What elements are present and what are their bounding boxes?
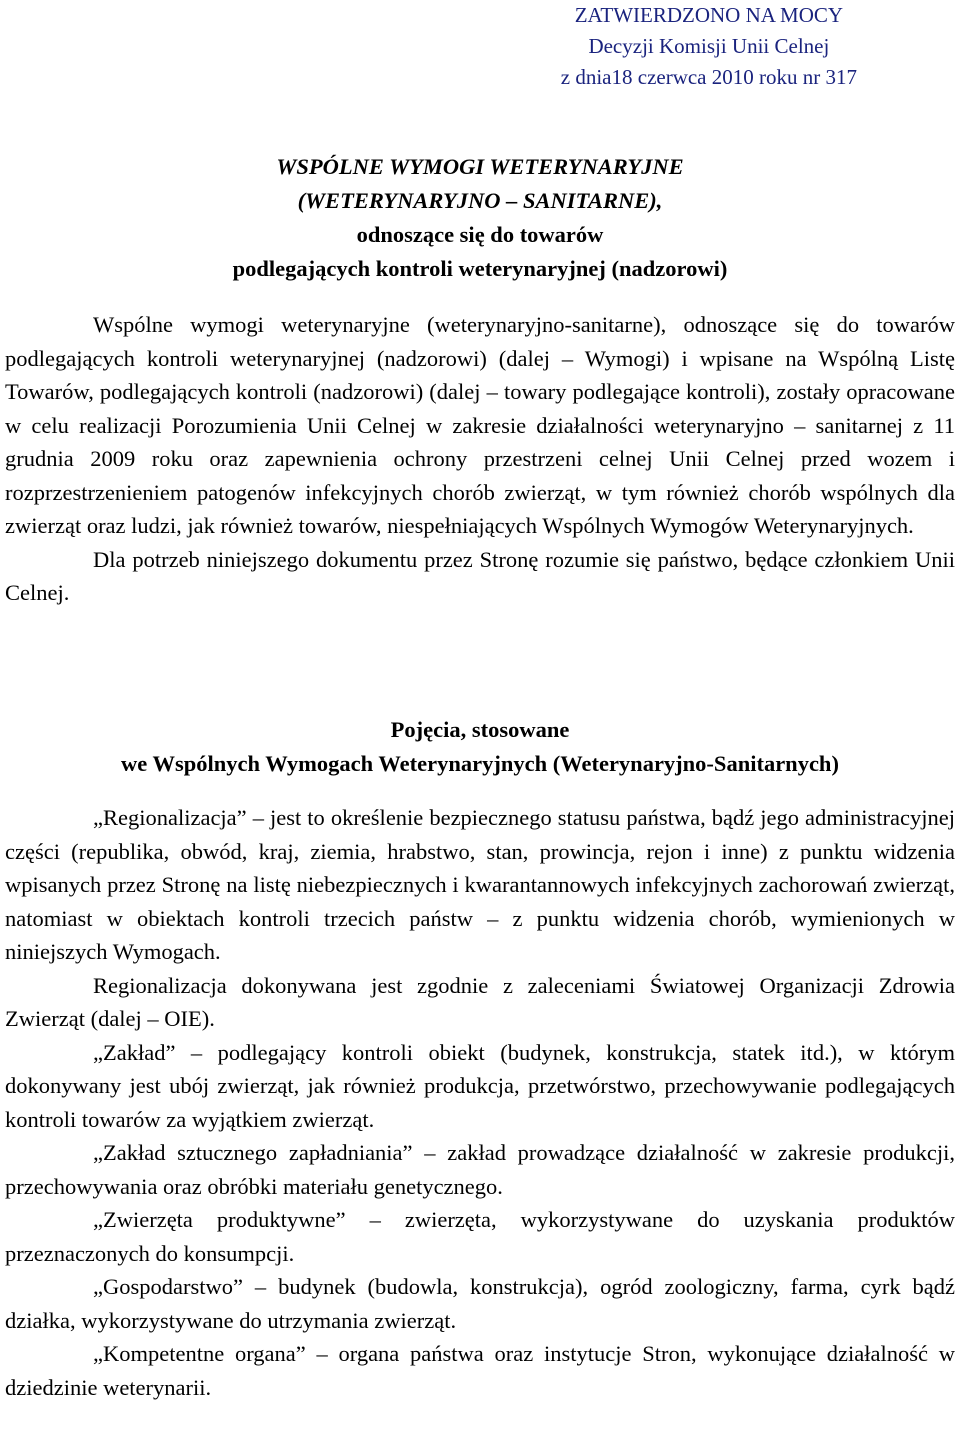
definition-paragraph: „Zakład sztucznego zapładniania” – zakład prowadzące działalność w zakresie produkcji, przechowywania oraz obróbki materiału genetycznego. (5, 1140, 955, 1199)
definition-paragraph: „Kompetentne organa” – organa państwa oraz instytucje Stron, wykonujące działalność w dziedzinie weterynarii. (5, 1341, 955, 1400)
approval-line-1: ZATWIERDZONO NA MOCY (574, 3, 844, 27)
intro-paragraph: Wspólne wymogi weterynaryjne (weterynaryjno-sanitarne), odnoszące się do towarów podlegających kontroli weterynaryjnej (nadzorowi) (dalej – Wymogi) i wpisane na Wspólną Listę Towarów, podlegających kontroli (nadzorowi) (dalej – towary podlegające kontroli), zostały opracowane w celu realizacji Porozumienia Unii Celnej w zakresie działalności weterynaryjno – sanitarnej z 11 grudnia 2009 roku oraz zapewnienia ochrony przestrzeni celnej Unii Celnej przed wozem i rozprzestrzenieniem patogenów infekcyjnych chorób zwierząt, w tym również chorób wspólnych dla zwierząt oraz ludzi, jak również towarów, niespełniających Wspólnych Wymogów Weterynaryjnych. (5, 312, 955, 538)
title-line-3: odnoszące się do towarów (356, 222, 604, 247)
definition-paragraph: Regionalizacja dokonywana jest zgodnie z zaleceniami Światowej Organizacji Zdrowia Zwierząt (dalej – OIE). (5, 972, 955, 1031)
definitions-section (5, 801, 955, 1404)
approval-stamp (561, 0, 857, 93)
title-line-4: podlegających kontroli weterynaryjnej (nadzorowi) (232, 256, 728, 281)
definition-paragraph: „Gospodarstwo” – budynek (budowla, konstrukcja), ogród zoologiczny, farma, cyrk bądź działka, wykorzystywane do utrzymania zwierząt. (5, 1274, 955, 1333)
title-line-1: WSPÓLNE WYMOGI WETERYNARYJNE (276, 154, 684, 179)
approval-line-3: z dnia18 czerwca 2010 roku nr 317 (560, 65, 857, 89)
intro-paragraph: Dla potrzeb niniejszego dokumentu przez Stronę rozumie się państwo, będące członkiem Unii Celnej. (5, 546, 955, 605)
definition-paragraph: „Zwierzęta produktywne” – zwierzęta, wykorzystywane do uzyskania produktów przeznaczonych do konsumpcji. (5, 1207, 955, 1266)
definition-paragraph: „Zakład” – podlegający kontroli obiekt (budynek, konstrukcja, statek itd.), w którym dokonywany jest ubój zwierząt, jak również produkcja, przetwórstwo, przechowywanie podlegających kontroli towarów za wyjątkiem zwierząt. (5, 1039, 955, 1132)
definition-paragraph: „Regionalizacja” – jest to określenie bezpiecznego statusu państwa, bądź jego administracyjnej części (republika, obwód, kraj, ziemia, hrabstwo, stan, prowincja, rejon i inne) z punktu widzenia wpisanych przez Stronę na listę niebezpiecznych i kwarantannowych infekcyjnych zachorowań zwierząt, natomiast w obiektach kontroli trzecich państw – z punktu widzenia chorób, wymienionych w niniejszych Wymogach. (5, 805, 955, 964)
approval-line-2: Decyzji Komisji Unii Celnej (588, 34, 830, 58)
intro-section (5, 308, 955, 610)
section-heading (0, 713, 960, 781)
section-heading-line-2: we Wspólnych Wymogach Weterynaryjnych (Weterynaryjno-Sanitarnych) (121, 751, 839, 776)
title-line-2: (WETERYNARYJNO – SANITARNE), (297, 188, 663, 213)
document-title (0, 150, 960, 286)
section-heading-line-1: Pojęcia, stosowane (390, 717, 570, 742)
